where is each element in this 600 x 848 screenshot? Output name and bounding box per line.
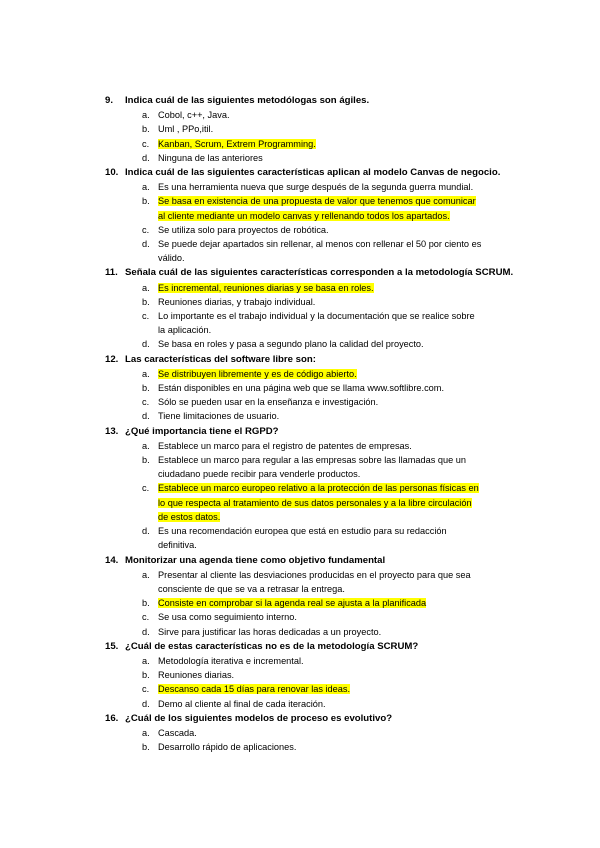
question-title (105, 639, 525, 654)
option-text: Reuniones diarias. (158, 670, 235, 681)
option-list (105, 654, 525, 711)
question-text: Indica cuál de las siguientes características aplican al modelo Canvas de negocio. (125, 167, 501, 179)
answer-option (105, 237, 525, 265)
option-text: Es una herramienta nueva que surge después de la segunda guerra mundial. (158, 182, 474, 193)
question-text: Monitorizar una agenda tiene como objetivo fundamental (125, 554, 386, 566)
option-letter: d. (142, 526, 150, 537)
option-text: Ninguna de las anteriores (158, 152, 263, 163)
answer-option (105, 697, 525, 711)
question-6 (105, 553, 525, 639)
option-letter: b. (142, 670, 150, 681)
answer-option (105, 654, 525, 668)
question-text: Indica cuál de las siguientes metodólogas son ágiles. (125, 95, 370, 106)
option-text: Cascada. (158, 727, 197, 738)
question-3 (105, 265, 525, 351)
option-letter: a. (142, 182, 150, 193)
answer-option (105, 610, 525, 624)
question-title (105, 711, 525, 726)
question-title (105, 265, 525, 280)
answer-option (105, 395, 525, 409)
question-title (105, 165, 525, 180)
option-letter: b. (142, 742, 150, 753)
option-text: Se basa en roles y pasa a segundo plano la calidad del proyecto. (158, 339, 424, 350)
question-number: 15. (105, 640, 119, 652)
option-letter: d. (142, 698, 150, 709)
question-4 (105, 352, 525, 424)
answer-option (105, 137, 525, 151)
option-letter: d. (142, 411, 150, 422)
highlighted-answer-text: Se distribuyen libremente y es de código abierto. (158, 368, 357, 379)
answer-option (105, 108, 525, 122)
option-letter: b. (142, 124, 150, 135)
answer-option (105, 180, 525, 194)
answer-option (105, 453, 525, 481)
answer-option (105, 337, 525, 351)
option-list (105, 439, 525, 553)
option-letter: b. (142, 196, 150, 207)
option-text: Lo importante es el trabajo individual y la documentación que se realice sobre (158, 311, 475, 322)
option-text: Establece un marco para el registro de patentes de empresas. (158, 440, 412, 451)
question-number: 13. (105, 425, 119, 437)
question-title (105, 93, 525, 108)
answer-option (105, 668, 525, 682)
answer-option (105, 596, 525, 610)
question-text: Las características del software libre son: (125, 353, 316, 365)
option-text: Metodología iterativa e incremental. (158, 655, 304, 666)
answer-option (105, 367, 525, 381)
option-text: Es una recomendación europea que está en estudio para su redacción (158, 526, 447, 537)
option-text: Se puede dejar apartados sin rellenar, al menos con rellenar el 50 por ciento es (158, 239, 482, 250)
option-list (105, 108, 525, 165)
answer-option (105, 740, 525, 754)
option-letter: c. (142, 612, 150, 623)
option-text: Sólo se pueden usar en la enseñanza e investigación. (158, 397, 379, 408)
highlighted-answer-text: lo que respecta al tratamiento de sus datos personales y a la libre circulación (158, 497, 472, 508)
highlighted-answer-text: de estos datos. (158, 511, 221, 522)
highlighted-answer-text: Establece un marco europeo relativo a la protección de las personas físicas en (158, 483, 479, 494)
option-text: Reuniones diarias, y trabajo individual. (158, 296, 316, 307)
question-5 (105, 424, 525, 553)
highlighted-answer-text: al cliente mediante un modelo canvas y rellenando todos los apartados. (158, 210, 450, 221)
answer-option (105, 524, 525, 552)
question-list (105, 93, 525, 754)
option-letter: b. (142, 296, 150, 307)
answer-option (105, 281, 525, 295)
answer-option (105, 726, 525, 740)
question-title (105, 352, 525, 367)
option-letter: b. (142, 383, 150, 394)
question-title (105, 424, 525, 439)
option-text: consciente de que se va a retrasar la entrega. (158, 583, 345, 594)
option-text: la aplicación. (158, 325, 212, 336)
option-text: ciudadano puede recibir para venderle productos. (158, 469, 361, 480)
answer-option (105, 381, 525, 395)
option-list (105, 281, 525, 352)
question-text: Señala cuál de las siguientes características corresponden a la metodología SCRUM. (125, 267, 514, 279)
highlighted-answer-text: Descanso cada 15 días para renovar las ideas. (158, 684, 351, 695)
option-letter: a. (142, 655, 150, 666)
question-number: 11. (105, 267, 118, 279)
question-1 (105, 93, 525, 165)
option-letter: c. (142, 397, 150, 408)
option-letter: d. (142, 239, 150, 250)
question-text: ¿Cuál de los siguientes modelos de proceso es evolutivo? (125, 712, 393, 724)
question-title (105, 553, 525, 568)
question-text: ¿Cuál de estas características no es de la metodología SCRUM? (125, 640, 419, 652)
answer-option (105, 439, 525, 453)
answer-option (105, 151, 525, 165)
option-letter: c. (142, 483, 150, 494)
question-7 (105, 639, 525, 711)
option-list (105, 568, 525, 639)
answer-option (105, 568, 525, 596)
option-letter: d. (142, 339, 150, 350)
answer-option (105, 309, 525, 337)
option-text: Sirve para justificar las horas dedicadas a un proyecto. (158, 626, 382, 637)
question-number: 9. (105, 95, 114, 106)
option-text: definitiva. (158, 540, 197, 551)
question-8 (105, 711, 525, 755)
option-letter: a. (142, 727, 150, 738)
option-text: Demo al cliente al final de cada iteración. (158, 698, 326, 709)
option-text: Están disponibles en una página web que se llama www.softlibre.com. (158, 383, 444, 394)
highlighted-answer-text: Kanban, Scrum, Extrem Programming. (158, 138, 316, 149)
option-list (105, 180, 525, 265)
option-letter: c. (142, 311, 150, 322)
question-2 (105, 165, 525, 265)
option-letter: a. (142, 440, 150, 451)
question-number: 12. (105, 353, 119, 365)
answer-option (105, 409, 525, 423)
question-number: 10. (105, 167, 119, 179)
question-number: 16. (105, 712, 119, 724)
question-number: 14. (105, 554, 119, 566)
option-text: Uml , PPo,itil. (158, 124, 214, 135)
option-list (105, 726, 525, 754)
option-letter: d. (142, 152, 150, 163)
answer-option (105, 625, 525, 639)
option-text: Se usa como seguimiento interno. (158, 612, 297, 623)
option-letter: c. (142, 684, 150, 695)
answer-option (105, 223, 525, 237)
answer-option (105, 682, 525, 696)
option-letter: d. (142, 626, 150, 637)
option-letter: c. (142, 138, 150, 149)
answer-option (105, 122, 525, 136)
option-text: Se utiliza solo para proyectos de robótica. (158, 224, 329, 235)
option-letter: b. (142, 455, 150, 466)
highlighted-answer-text: Consiste en comprobar si la agenda real se ajusta a la planificada (158, 598, 427, 609)
option-letter: c. (142, 224, 150, 235)
option-list (105, 367, 525, 424)
option-letter: a. (142, 569, 150, 580)
option-letter: b. (142, 598, 150, 609)
answer-option (105, 481, 525, 524)
option-letter: a. (142, 368, 150, 379)
option-text: Establece un marco para regular a las empresas sobre las llamadas que un (158, 455, 466, 466)
option-text: Desarrollo rápido de aplicaciones. (158, 742, 297, 753)
option-text: válido. (158, 253, 185, 264)
option-letter: a. (142, 282, 150, 293)
highlighted-answer-text: Se basa en existencia de una propuesta de valor que tenemos que comunicar (158, 196, 476, 207)
answer-option (105, 194, 525, 222)
option-letter: a. (142, 110, 150, 121)
question-text: ¿Qué importancia tiene el RGPD? (125, 425, 279, 437)
option-text: Tiene limitaciones de usuario. (158, 411, 280, 422)
option-text: Cobol, c++, Java. (158, 110, 230, 121)
option-text: Presentar al cliente las desviaciones producidas en el proyecto para que sea (158, 569, 471, 580)
answer-option (105, 295, 525, 309)
highlighted-answer-text: Es incremental, reuniones diarias y se basa en roles. (158, 282, 374, 293)
